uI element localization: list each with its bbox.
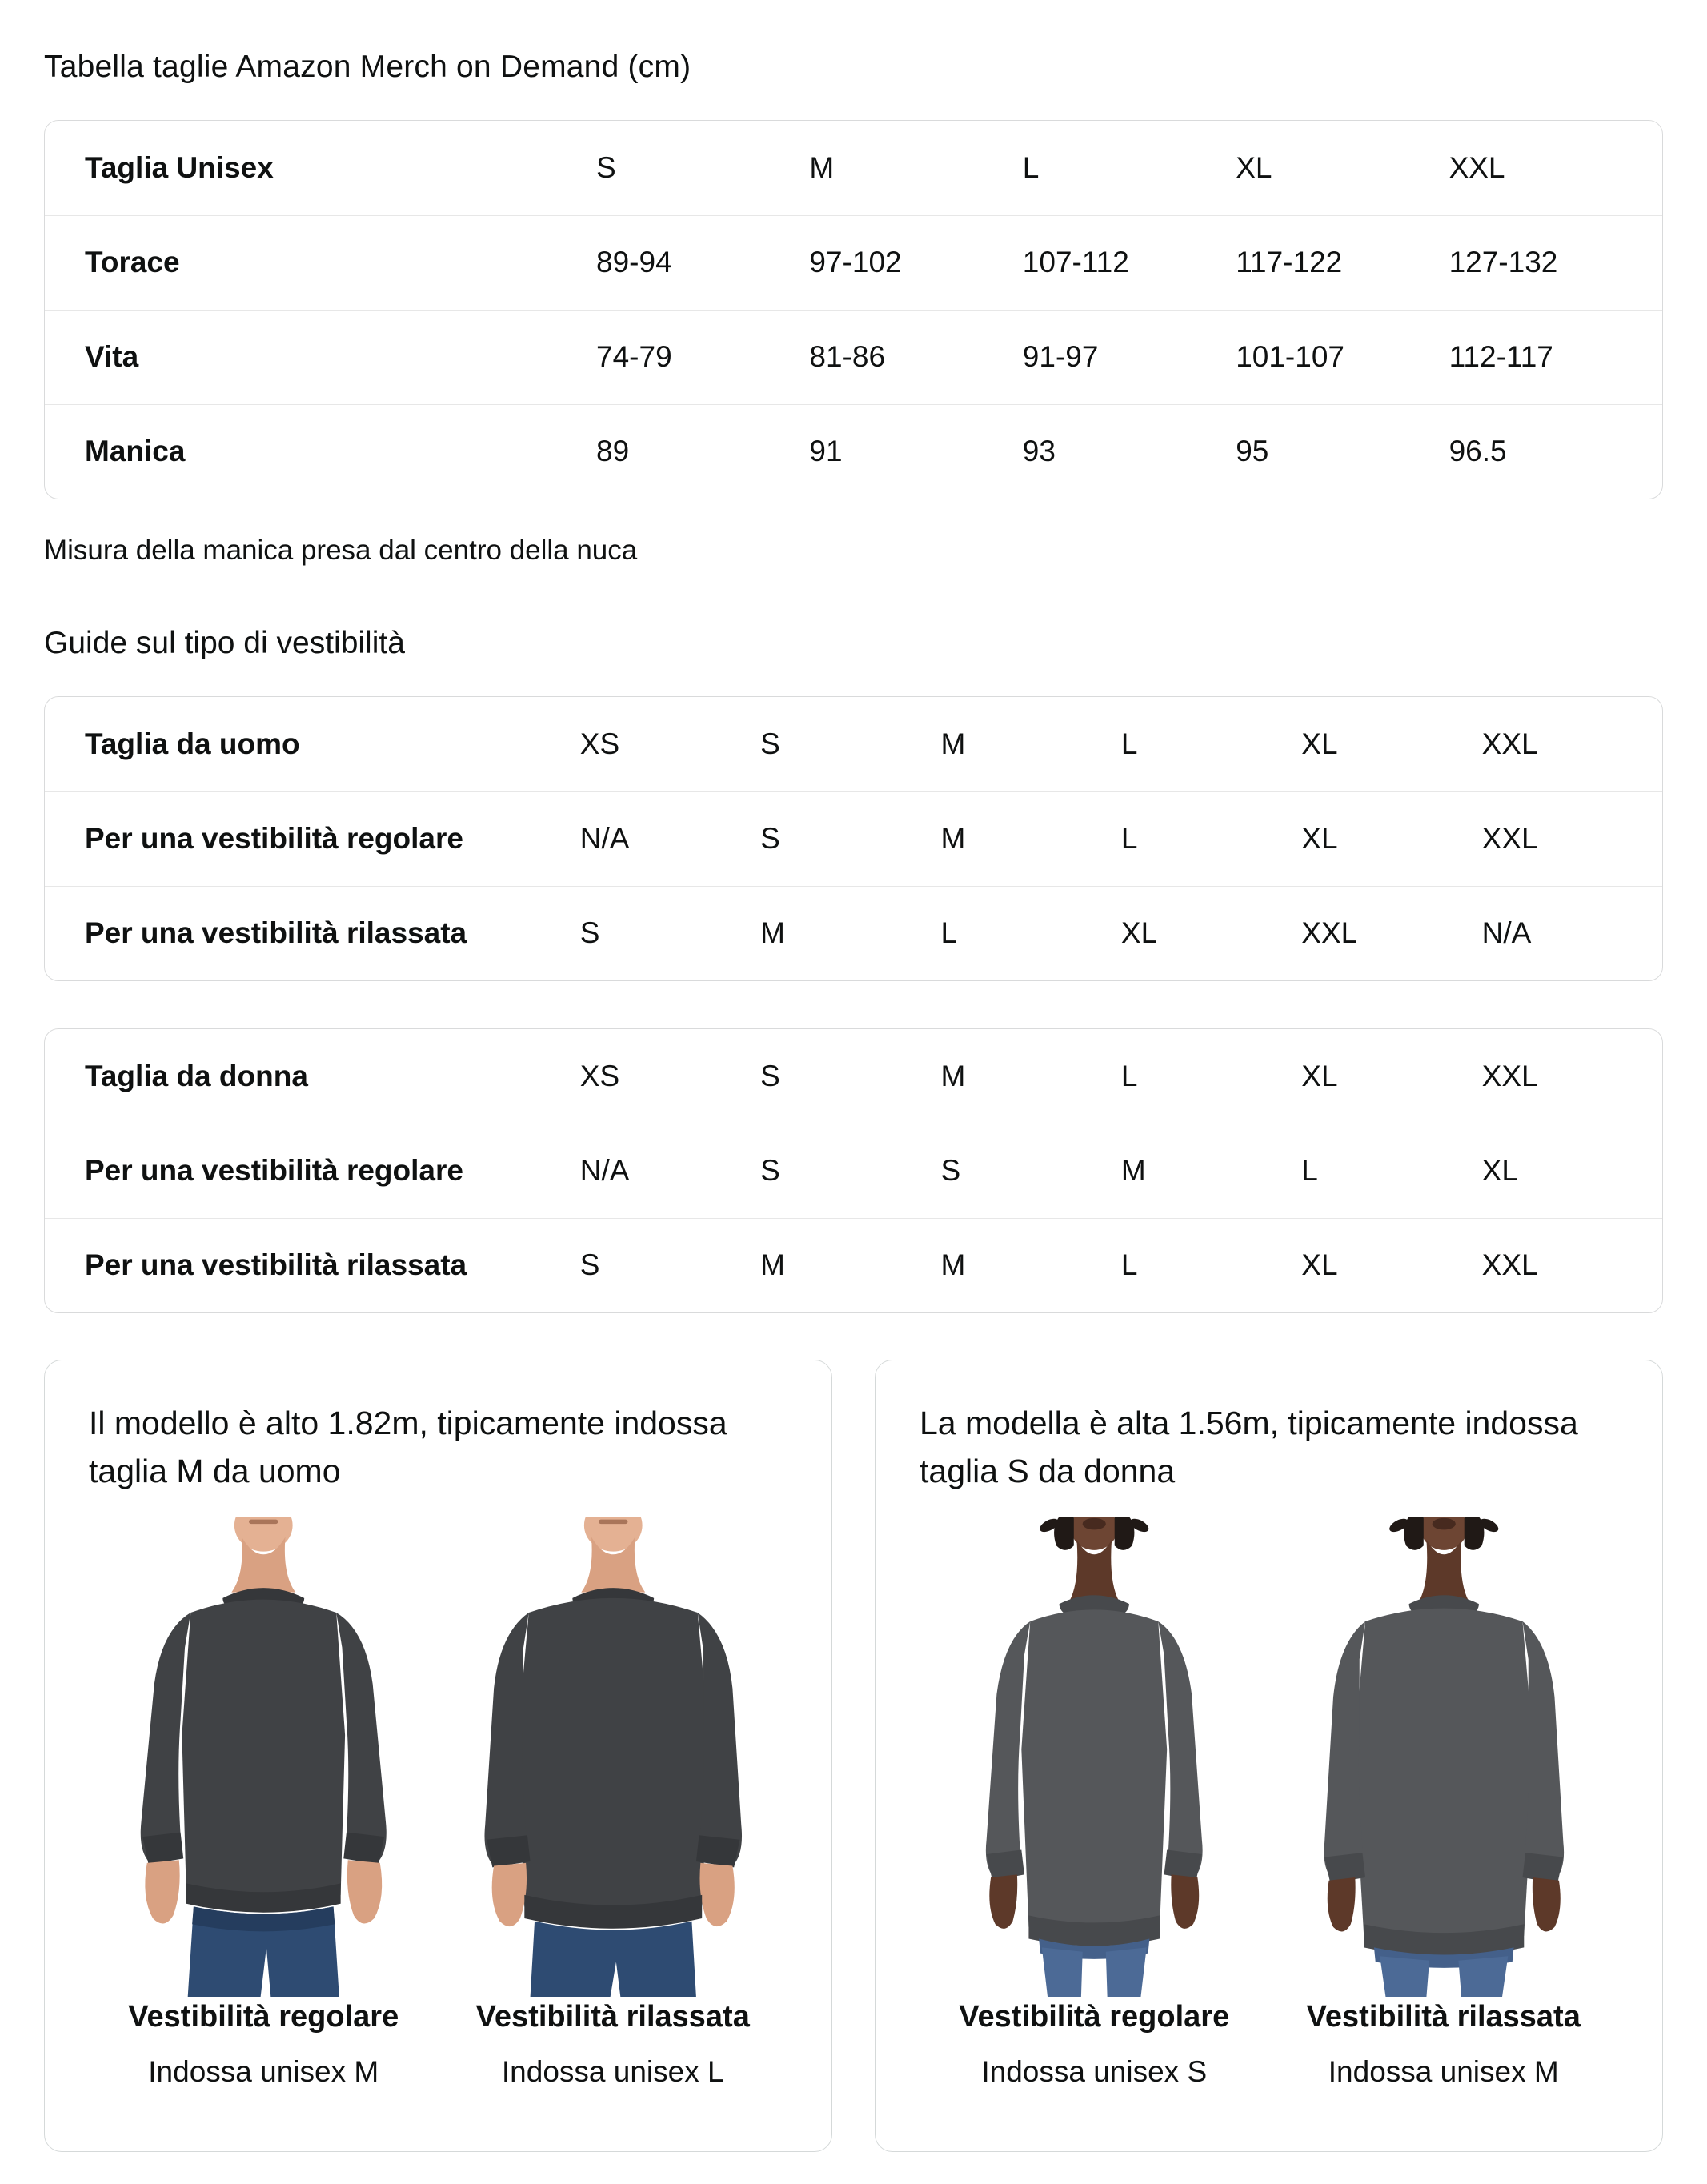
table-row xyxy=(45,791,1662,886)
fit-size-value: XXL xyxy=(1481,1059,1538,1092)
measure-value: 107-112 xyxy=(1022,246,1129,279)
fit-size-value: XXL xyxy=(1481,727,1538,760)
table-row xyxy=(45,310,1662,404)
fit-size-value: XL xyxy=(1120,916,1158,950)
size-col-header: S xyxy=(596,150,616,184)
fit-name: Vestibilità rilassata xyxy=(475,1999,750,2034)
model-photos xyxy=(920,1517,1618,1997)
fit-size: Indossa unisex M xyxy=(148,2054,379,2088)
measure-value: 101-107 xyxy=(1236,340,1344,374)
fit-name: Vestibilità regolare xyxy=(959,1999,1230,2034)
fit-captions xyxy=(920,2000,1618,2089)
fit-guides-heading: Guide sul tipo di vestibilità xyxy=(44,626,405,660)
fit-size-value: M xyxy=(1120,1154,1146,1188)
row-label: Manica xyxy=(85,435,186,468)
size-col-header: XXL xyxy=(1449,150,1505,184)
size-col-header: L xyxy=(1022,150,1040,184)
size-col-header: M xyxy=(809,150,835,184)
table-row xyxy=(45,1029,1662,1124)
measure-value: 95 xyxy=(1236,435,1269,468)
fit-size: Indossa unisex L xyxy=(501,2054,724,2088)
fit-size-value: N/A xyxy=(579,822,630,856)
model-photo-male-regular-fit xyxy=(89,1517,439,1997)
fit-size-value: XXL xyxy=(1481,1248,1538,1282)
fit-size-value: S xyxy=(940,1154,961,1188)
row-label: Per una vestibilità regolare xyxy=(85,1154,463,1188)
measure-value: 89-94 xyxy=(596,246,672,279)
model-photos xyxy=(89,1517,787,1997)
measure-value: 91-97 xyxy=(1022,340,1099,374)
page-title: Tabella taglie Amazon Merch on Demand (cm) xyxy=(44,50,691,84)
fit-caption xyxy=(1269,2000,1619,2089)
row-label: Per una vestibilità rilassata xyxy=(85,1248,467,1282)
measure-value: 117-122 xyxy=(1236,246,1343,279)
fit-size: Indossa unisex M xyxy=(1328,2054,1559,2088)
row-label: Per una vestibilità rilassata xyxy=(85,916,467,950)
fit-size-value: XL xyxy=(1301,1248,1338,1282)
measure-value: 91 xyxy=(809,435,843,468)
women-fit-table xyxy=(44,1028,1663,1313)
fit-size-value: M xyxy=(940,727,966,760)
table-row xyxy=(45,886,1662,980)
measure-value: 97-102 xyxy=(809,246,902,279)
row-label: Taglia da donna xyxy=(85,1059,308,1092)
fit-caption xyxy=(920,2000,1269,2089)
fit-size-value: XL xyxy=(1481,1154,1518,1188)
fit-name: Vestibilità regolare xyxy=(128,1999,399,2034)
men-fit-table xyxy=(44,696,1663,981)
table-row xyxy=(45,121,1662,215)
fit-caption xyxy=(439,2000,788,2089)
measure-value: 81-86 xyxy=(809,340,886,374)
fit-size-value: L xyxy=(1301,1154,1318,1188)
fit-size-value: M xyxy=(760,916,785,950)
fit-size-value: L xyxy=(1120,1248,1138,1282)
row-label: Taglia Unisex xyxy=(85,150,274,184)
size-col-header: XL xyxy=(1236,150,1272,184)
table-row xyxy=(45,215,1662,310)
measure-value: 89 xyxy=(596,435,630,468)
measure-value: 112-117 xyxy=(1449,340,1553,374)
fit-size-value: XL xyxy=(1301,822,1338,856)
fit-size-value: XS xyxy=(579,1059,620,1092)
model-card-women xyxy=(875,1360,1663,2152)
table-row xyxy=(45,1218,1662,1312)
fit-size-value: XXL xyxy=(1301,916,1358,950)
measure-value: 93 xyxy=(1022,435,1056,468)
measure-value: 127-132 xyxy=(1449,246,1558,279)
row-label: Taglia da uomo xyxy=(85,727,300,760)
fit-size-value: S xyxy=(579,916,600,950)
fit-captions xyxy=(89,2000,787,2089)
fit-size-value: S xyxy=(760,1154,780,1188)
fit-size-value: S xyxy=(579,1248,600,1282)
fit-size-value: XXL xyxy=(1481,822,1538,856)
measure-value: 74-79 xyxy=(596,340,672,374)
fit-size-value: S xyxy=(760,727,780,760)
fit-size-value: L xyxy=(1120,822,1138,856)
table-row xyxy=(45,1124,1662,1218)
table-row xyxy=(45,404,1662,499)
fit-size-value: N/A xyxy=(1481,916,1532,950)
fit-size-value: M xyxy=(940,1248,966,1282)
fit-name: Vestibilità rilassata xyxy=(1306,1999,1581,2034)
unisex-size-table xyxy=(44,120,1663,499)
row-label: Per una vestibilità regolare xyxy=(85,822,463,856)
fit-size-value: M xyxy=(940,1059,966,1092)
measure-value: 96.5 xyxy=(1449,435,1507,468)
model-photo-female-relaxed-fit xyxy=(1269,1517,1619,1997)
fit-size: Indossa unisex S xyxy=(981,2054,1208,2088)
model-photo-female-regular-fit xyxy=(920,1517,1269,1997)
model-card-men xyxy=(44,1360,832,2152)
row-label: Torace xyxy=(85,246,180,279)
fit-size-value: N/A xyxy=(579,1154,630,1188)
fit-size-value: S xyxy=(760,822,780,856)
fit-size-value: XL xyxy=(1301,727,1338,760)
table-row xyxy=(45,697,1662,791)
fit-size-value: L xyxy=(940,916,958,950)
model-description: Il modello è alto 1.82m, tipicamente indossa taglia M da uomo xyxy=(89,1405,727,1490)
sleeve-note: Misura della manica presa dal centro della nuca xyxy=(44,535,638,566)
model-description: La modella è alta 1.56m, tipicamente indossa taglia S da donna xyxy=(920,1405,1578,1490)
fit-size-value: XS xyxy=(579,727,620,760)
fit-caption xyxy=(89,2000,439,2089)
fit-size-value: S xyxy=(760,1059,780,1092)
model-photo-male-relaxed-fit xyxy=(439,1517,788,1997)
fit-size-value: XL xyxy=(1301,1059,1338,1092)
row-label: Vita xyxy=(85,340,139,374)
fit-size-value: L xyxy=(1120,1059,1138,1092)
fit-size-value: M xyxy=(760,1248,785,1282)
fit-size-value: L xyxy=(1120,727,1138,760)
fit-size-value: M xyxy=(940,822,966,856)
model-cards xyxy=(44,1360,1663,2152)
